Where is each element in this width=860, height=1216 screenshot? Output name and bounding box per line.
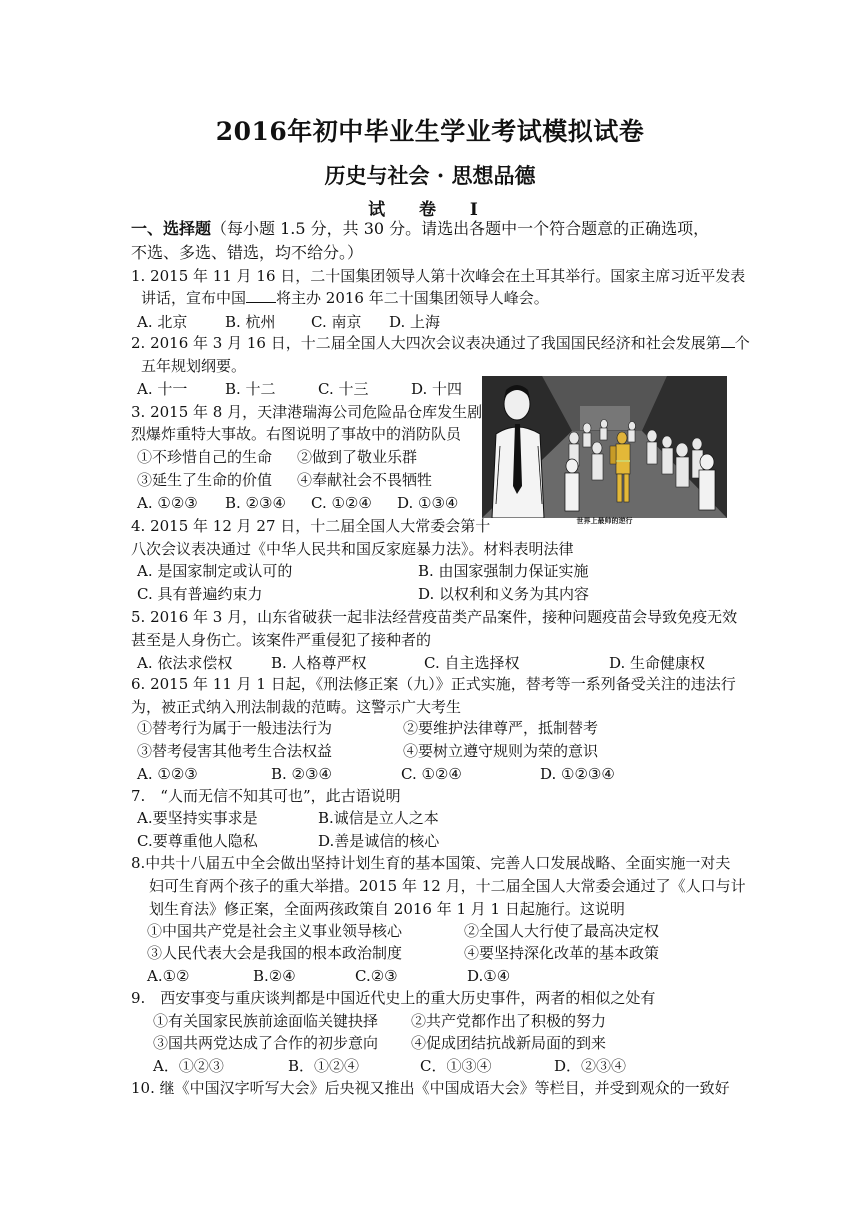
q6-stem-line1: 6. 2015 年 11 月 1 日起，《刑法修正案（九）》正式实施，替考等一系列备受关注的违法行 [131,675,736,693]
q3-stem-line2: 烈爆炸重特大事故。右图说明了事故中的消防队员 [131,425,462,443]
q3-stem-line1: 3. 2015 年 8 月，天津港瑞海公司危险品仓库发生剧 [131,403,483,421]
q9-option-c: C．①③④ [420,1057,492,1075]
exam-title: 2016年初中毕业生学业考试模拟试卷 [215,117,645,146]
q6-option-a: A. ①②③ [137,765,198,783]
q8-option-b: B.②④ [253,967,296,985]
q8-item-3: ③人民代表大会是我国的根本政治制度 [147,944,403,962]
q8-stem-line2: 妇可生育两个孩子的重大举措。2015 年 12 月，十二届全国人大常委会通过了《人口与计 [149,877,746,895]
q6-item-1: ①替考行为属于一般违法行为 [137,719,333,737]
q3-option-a: A. ①②③ [137,494,198,512]
q4-stem-line2: 八次会议表决通过《中华人民共和国反家庭暴力法》。材料表明法律 [131,540,574,558]
q2-stem-line2: 五年规划纲要。 [141,357,247,375]
q6-item-4: ④要树立遵守规则为荣的意识 [403,742,599,760]
exam-subtitle: 历史与社会 · 思想品德 [324,163,536,188]
q4-option-c: C. 具有普遍约束力 [137,585,263,603]
q2-option-c: C. 十三 [318,380,369,398]
q9-item-3: ③国共两党达成了合作的初步意向 [153,1034,379,1052]
q8-option-c: C.②③ [355,967,398,985]
q7-option-b: B.诚信是立人之本 [318,809,439,827]
figure-caption: 世界上最帅的逆行 [576,516,633,525]
q2-stem-line1b: 个 [734,334,750,352]
q6-item-2: ②要维护法律尊严，抵制替考 [403,719,599,737]
q4-stem-line1: 4. 2015 年 12 月 27 日，十二届全国人大常委会第十 [131,517,491,535]
q9-item-1: ①有关国家民族前途面临关键抉择 [153,1012,379,1030]
q3-option-c: C. ①②④ [311,494,372,512]
q2-blank [721,334,735,348]
q5-option-d: D. 生命健康权 [609,654,706,672]
q9-stem-line1: 9. 西安事变与重庆谈判都是中国近代史上的重大历史事件，两者的相似之处有 [131,989,656,1007]
q1-stem-line2a: 讲话，宣布中国 [141,289,247,307]
q2-option-a: A. 十一 [137,380,188,398]
section-heading: 一、选择题 [131,219,212,238]
q1-option-a: A. 北京 [137,313,188,331]
q1-stem-line1: 1. 2015 年 11 月 16 日，二十国集团领导人第十次峰会在土耳其举行。国家主席习近平发表 [131,267,746,285]
q9-item-2: ②共产党都作出了积极的努力 [411,1012,607,1030]
q7-option-d: D.善是诚信的核心 [318,832,440,850]
q8-option-d: D.①④ [467,967,511,985]
q1-option-c: C. 南京 [311,313,362,331]
q4-option-a: A. 是国家制定或认可的 [137,562,293,580]
q2-stem-line1a: 2. 2016 年 3 月 16 日，十二届全国人大四次会议表决通过了我国国民经济和社会发展第 [131,334,721,352]
q8-stem-line3: 划生育法》修正案，全面两孩政策自 2016 年 1 月 1 日起施行。这说明 [149,900,625,918]
q2-option-d: D. 十四 [411,380,463,398]
q7-stem-line1: 7. “人而无信不知其可也”，此古语说明 [131,787,401,805]
firefighter-illustration [482,376,727,518]
q6-stem-line2: 为，被正式纳入刑法制裁的范畴。这警示广大考生 [131,698,462,716]
q2-option-b: B. 十二 [225,380,276,398]
q6-item-3: ③替考侵害其他考生合法权益 [137,742,333,760]
q6-option-b: B. ②③④ [271,765,332,783]
q10-stem-line1: 10. 继《中国汉字听写大会》后央视又推出《中国成语大会》等栏目，并受到观众的一致好 [131,1079,730,1097]
paper-label: 试 卷 Ⅰ [368,200,492,220]
q8-stem-line1: 8.中共十八届五中全会做出坚持计划生育的基本国策、完善人口发展战略、全面实施一对夫 [131,854,731,872]
q9-item-4: ④促成团结抗战新局面的到来 [411,1034,607,1052]
q7-option-c: C.要尊重他人隐私 [137,832,258,850]
q9-option-b: B．①②④ [288,1057,360,1075]
q3-option-d: D. ①③④ [397,494,459,512]
section-instruction-2: 不选、多选、错选，均不给分。） [131,243,364,262]
q1-option-b: B. 杭州 [225,313,276,331]
q1-option-d: D. 上海 [389,313,441,331]
section-heading-line1 [131,219,709,239]
q1-stem-line2 [141,288,549,308]
q5-stem-line2: 甚至是人身伤亡。该案件严重侵犯了接种者的 [131,631,432,649]
q8-item-2: ②全国人大行使了最高决定权 [464,922,660,940]
q1-blank [246,289,276,303]
q5-option-a: A. 依法求偿权 [137,654,233,672]
q4-option-b: B. 由国家强制力保证实施 [418,562,589,580]
q3-option-b: B. ②③④ [225,494,286,512]
q3-item-3: ③延生了生命的价值 [137,471,273,489]
q4-option-d: D. 以权利和义务为其内容 [418,585,590,603]
q7-option-a: A.要坚持实事求是 [137,809,258,827]
q3-item-1: ①不珍惜自己的生命 [137,448,273,466]
q5-option-b: B. 人格尊严权 [271,654,367,672]
q2-stem-line1 [131,333,750,353]
q1-stem-line2b: 将主办 2016 年二十国集团领导人峰会。 [276,289,549,307]
q3-item-2: ②做到了敬业乐群 [297,448,418,466]
q5-option-c: C. 自主选择权 [424,654,520,672]
section-instruction-1: （每小题 1.5 分，共 30 分。请选出各题中一个符合题意的正确选项， [211,219,710,238]
q8-item-1: ①中国共产党是社会主义事业领导核心 [147,922,403,940]
q6-option-c: C. ①②④ [401,765,462,783]
q3-item-4: ④奉献社会不畏牺牲 [297,471,433,489]
q6-option-d: D. ①②③④ [540,765,615,783]
q8-option-a: A.①② [147,967,190,985]
q9-option-d: D．②③④ [554,1057,627,1075]
q5-stem-line1: 5. 2016 年 3 月，山东省破获一起非法经营疫苗类产品案件，接种问题疫苗会导致免疫无效 [131,608,738,626]
q8-item-4: ④要坚持深化改革的基本政策 [464,944,660,962]
q9-option-a: A．①②③ [153,1057,224,1075]
